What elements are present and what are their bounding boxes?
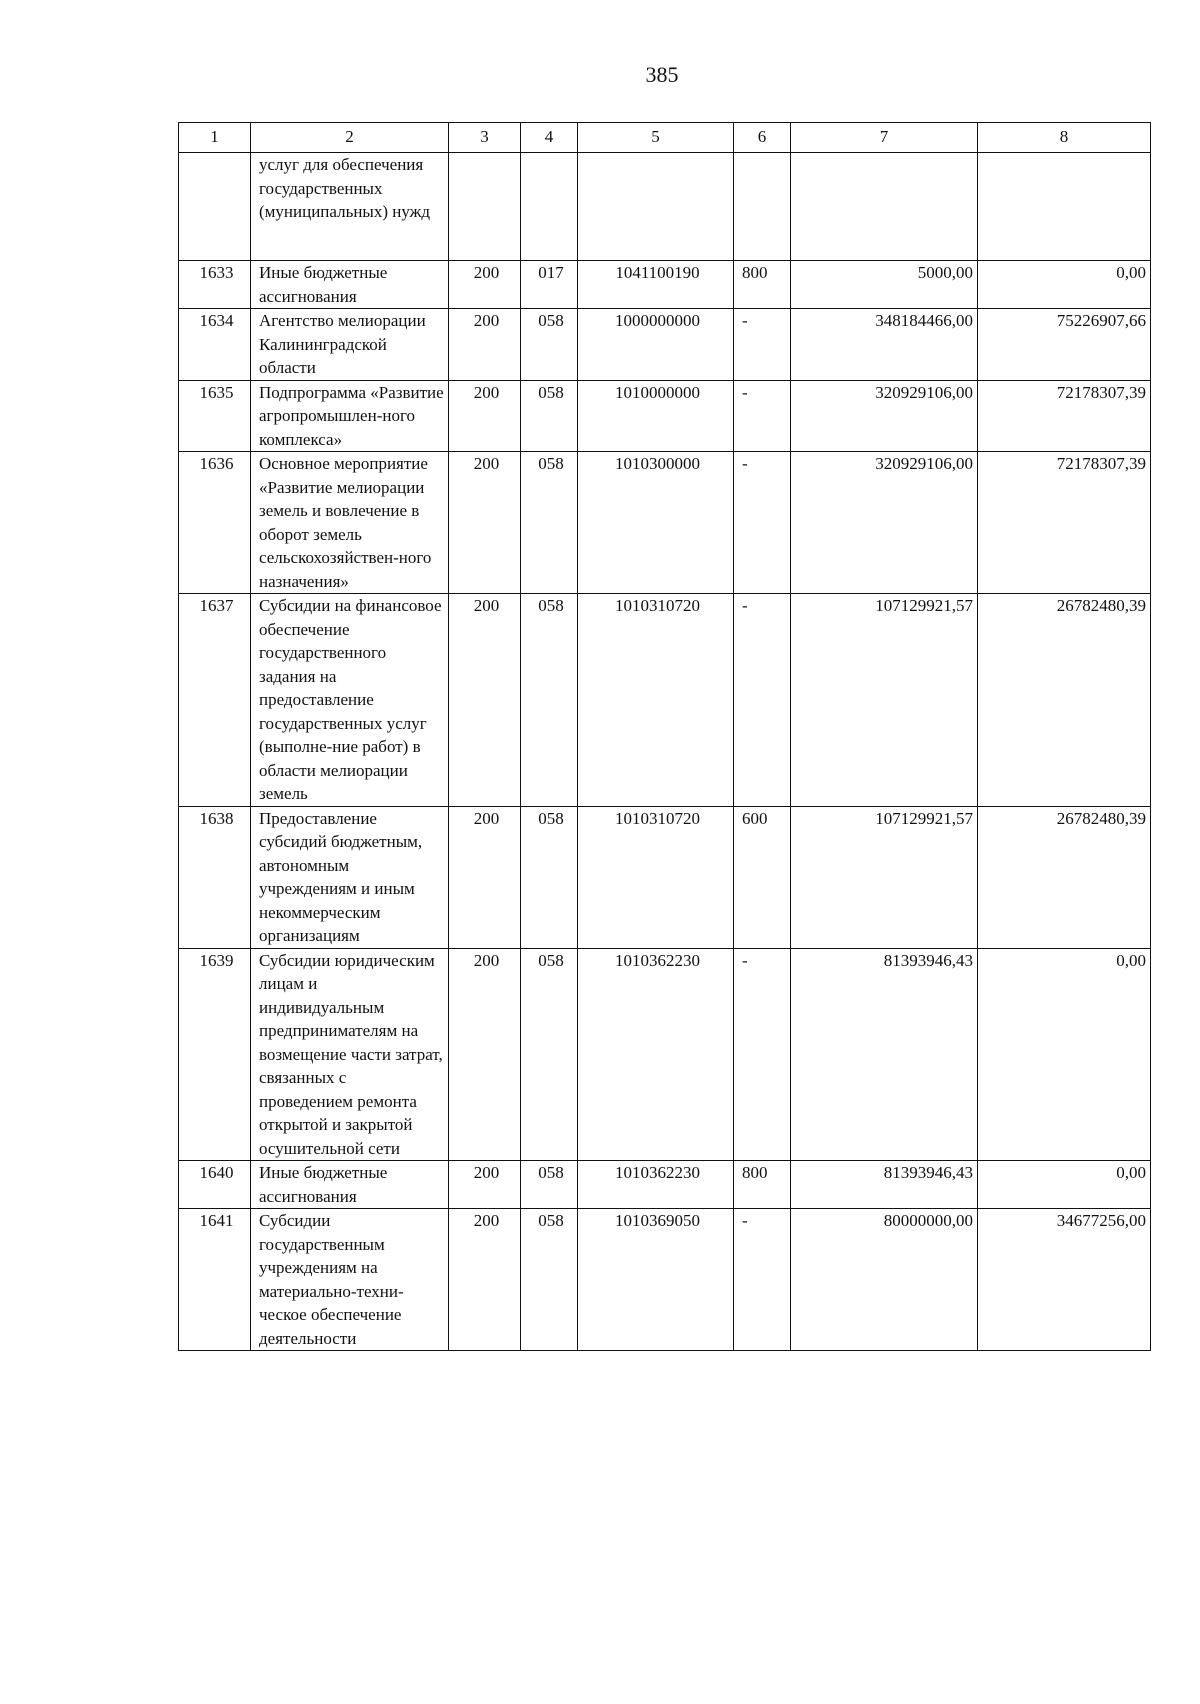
row-amount-7: 107129921,57	[791, 594, 978, 807]
row-code-3: 200	[449, 380, 521, 452]
row-code-3	[449, 153, 521, 261]
row-name: Иные бюджетные ассигнования	[251, 261, 449, 309]
row-number	[179, 153, 251, 261]
col-header-2: 2	[251, 123, 449, 153]
row-code-3: 200	[449, 309, 521, 381]
row-amount-7: 320929106,00	[791, 452, 978, 594]
row-code-5: 1010310720	[578, 594, 734, 807]
row-code-5: 1010362230	[578, 948, 734, 1161]
row-amount-8: 0,00	[978, 948, 1151, 1161]
table-row	[179, 153, 1151, 261]
col-header-6: 6	[734, 123, 791, 153]
row-name: услуг для обеспечения государственных (муниципальных) нужд	[251, 153, 449, 261]
page-number: 385	[645, 62, 679, 87]
row-code-4: 058	[521, 948, 578, 1161]
budget-table	[178, 122, 1151, 1351]
row-amount-8: 72178307,39	[978, 380, 1151, 452]
table-row	[179, 380, 1151, 452]
row-amount-7	[791, 153, 978, 261]
row-code-6: -	[734, 380, 791, 452]
col-header-4: 4	[521, 123, 578, 153]
row-amount-7: 81393946,43	[791, 1161, 978, 1209]
row-code-4: 058	[521, 1161, 578, 1209]
row-number: 1640	[179, 1161, 251, 1209]
row-code-5: 1000000000	[578, 309, 734, 381]
row-code-3: 200	[449, 1209, 521, 1351]
col-header-7: 7	[791, 123, 978, 153]
row-amount-7: 81393946,43	[791, 948, 978, 1161]
row-code-6: -	[734, 1209, 791, 1351]
col-header-1: 1	[179, 123, 251, 153]
row-amount-7: 80000000,00	[791, 1209, 978, 1351]
col-header-8: 8	[978, 123, 1151, 153]
table-row	[179, 1209, 1151, 1351]
table-row	[179, 452, 1151, 594]
row-amount-7: 348184466,00	[791, 309, 978, 381]
row-name: Субсидии на финансовое обеспечение государственного задания на предоставление государственных услуг (выполне-ние работ) в области мелиорации земель	[251, 594, 449, 807]
row-amount-8: 75226907,66	[978, 309, 1151, 381]
row-name: Подпрограмма «Развитие агропромышлен-ного комплекса»	[251, 380, 449, 452]
row-code-6: 800	[734, 261, 791, 309]
row-amount-8: 26782480,39	[978, 806, 1151, 948]
row-number: 1633	[179, 261, 251, 309]
row-name: Агентство мелиорации Калининградской области	[251, 309, 449, 381]
row-code-5: 1010362230	[578, 1161, 734, 1209]
row-name: Субсидии государственным учреждениям на материально-техни-ческое обеспечение деятельности	[251, 1209, 449, 1351]
row-code-5: 1010310720	[578, 806, 734, 948]
row-amount-7: 107129921,57	[791, 806, 978, 948]
row-code-4: 058	[521, 594, 578, 807]
row-amount-8: 72178307,39	[978, 452, 1151, 594]
row-number: 1639	[179, 948, 251, 1161]
row-code-6: -	[734, 309, 791, 381]
row-number: 1638	[179, 806, 251, 948]
row-code-4: 058	[521, 380, 578, 452]
row-code-5: 1010300000	[578, 452, 734, 594]
table-row	[179, 948, 1151, 1161]
row-name: Основное мероприятие «Развитие мелиорации земель и вовлечение в оборот земель сельскохозяйствен-ного назначения»	[251, 452, 449, 594]
row-amount-8: 0,00	[978, 1161, 1151, 1209]
table-row	[179, 1161, 1151, 1209]
row-code-3: 200	[449, 452, 521, 594]
row-code-5	[578, 153, 734, 261]
row-number: 1635	[179, 380, 251, 452]
row-code-3: 200	[449, 1161, 521, 1209]
row-code-3: 200	[449, 948, 521, 1161]
row-number: 1634	[179, 309, 251, 381]
row-name: Субсидии юридическим лицам и индивидуальным предпринимателям на возмещение части затрат, связанных с проведением ремонта открытой и закрытой осушительной сети	[251, 948, 449, 1161]
row-code-3: 200	[449, 806, 521, 948]
row-code-3: 200	[449, 261, 521, 309]
table-row	[179, 261, 1151, 309]
table-row	[179, 309, 1151, 381]
row-code-5: 1010369050	[578, 1209, 734, 1351]
row-code-4: 058	[521, 806, 578, 948]
row-code-4: 058	[521, 309, 578, 381]
row-code-3: 200	[449, 594, 521, 807]
row-name: Иные бюджетные ассигнования	[251, 1161, 449, 1209]
row-code-6: -	[734, 452, 791, 594]
row-code-4	[521, 153, 578, 261]
row-code-4: 017	[521, 261, 578, 309]
row-amount-8: 34677256,00	[978, 1209, 1151, 1351]
row-number: 1637	[179, 594, 251, 807]
row-code-6: -	[734, 948, 791, 1161]
row-amount-8: 26782480,39	[978, 594, 1151, 807]
row-amount-7: 320929106,00	[791, 380, 978, 452]
row-code-5: 1041100190	[578, 261, 734, 309]
row-amount-8: 0,00	[978, 261, 1151, 309]
row-code-6	[734, 153, 791, 261]
row-name: Предоставление субсидий бюджетным, автономным учреждениям и иным некоммерческим организациям	[251, 806, 449, 948]
row-code-4: 058	[521, 1209, 578, 1351]
col-header-5: 5	[578, 123, 734, 153]
header-row	[179, 123, 1151, 153]
table-row	[179, 806, 1151, 948]
col-header-3: 3	[449, 123, 521, 153]
row-code-6: 600	[734, 806, 791, 948]
row-code-4: 058	[521, 452, 578, 594]
row-code-6: 800	[734, 1161, 791, 1209]
row-amount-8	[978, 153, 1151, 261]
row-number: 1636	[179, 452, 251, 594]
row-number: 1641	[179, 1209, 251, 1351]
row-code-6: -	[734, 594, 791, 807]
row-code-5: 1010000000	[578, 380, 734, 452]
table-row	[179, 594, 1151, 807]
row-amount-7: 5000,00	[791, 261, 978, 309]
